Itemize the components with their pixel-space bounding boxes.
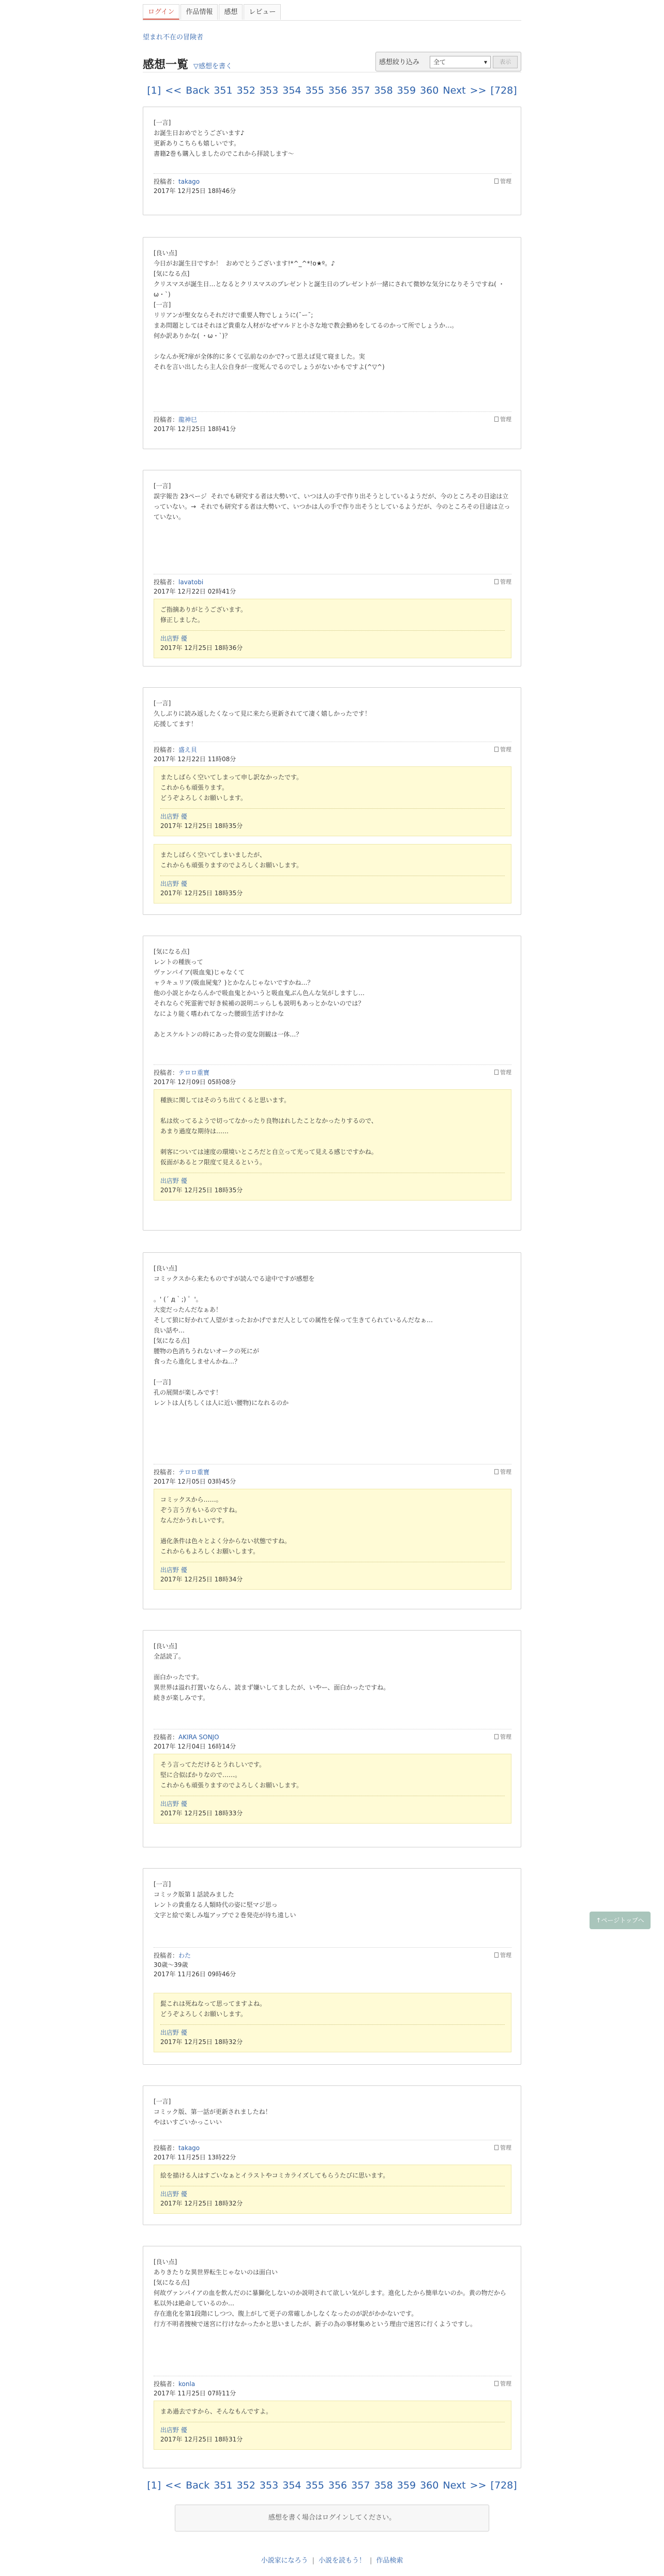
document-icon	[494, 579, 499, 584]
manage-label: 管理	[500, 178, 511, 185]
reply-author: 出店野 優	[160, 2426, 187, 2434]
review-date: 30歳〜39歳 2017年 11月26日 09時46分	[154, 1961, 236, 1978]
filter-label: 感想絞り込み	[379, 58, 420, 66]
author-reply	[154, 1089, 511, 1201]
review-date: 2017年 12月22日 11時08分	[154, 756, 236, 763]
poster-label: 投稿者：	[154, 1734, 179, 1741]
manage-label: 管理	[500, 1952, 511, 1959]
reply-author: 出店野 優	[160, 2190, 187, 2198]
document-icon	[494, 179, 499, 184]
write-impression-link[interactable]: ▽感想を書く	[193, 63, 232, 70]
poster-label: 投稿者：	[154, 178, 179, 185]
manage-label: 管理	[500, 2144, 511, 2151]
author-reply	[154, 766, 511, 836]
author-reply	[154, 1754, 511, 1824]
review-meta	[154, 1064, 511, 1087]
reply-text: 絵を描ける人はすごいなぁとイラストやコミカライズしてもらうたびに思います。	[160, 2172, 389, 2179]
poster-name-link[interactable]: テロロ重寶	[178, 1469, 210, 1476]
review-meta	[154, 1464, 511, 1486]
document-icon	[494, 417, 499, 422]
review-meta	[154, 742, 511, 764]
poster-name-link[interactable]: 龍神巳	[178, 416, 198, 423]
reply-author: 出店野 優	[160, 635, 187, 642]
review-body: [一言] お誕生日おめでとうございます♪ 更新ありこちらも嬉しいです。 書籍2巻も購入しましたのでこれから拝読します〜	[154, 119, 294, 157]
filter-selected-value: 全て	[433, 58, 446, 66]
review-card	[143, 107, 521, 215]
work-title-link[interactable]: 望まれ不在の冒険者	[143, 34, 204, 41]
review-card	[143, 237, 521, 449]
review-meta	[154, 1947, 511, 1979]
reply-date: 2017年 12月25日 18時32分	[160, 2038, 243, 2046]
review-body: [一言] コミック版第１話読みました レントの貴重なる人類時代の姿に堅マジ思っ 文字と絵で楽しみ塩アップで２巻発売が待ち遠しい	[154, 1881, 296, 1919]
review-card	[143, 2246, 521, 2468]
reply-date: 2017年 12月25日 18時36分	[160, 644, 243, 652]
poster-label: 投稿者：	[154, 1069, 179, 1076]
review-body: [一言] 久しぶりに読み返したくなって見に来たら更新されてて凄く嬉しかったです！ 応援してます！	[154, 700, 371, 728]
tab-login[interactable]: ログイン	[143, 4, 179, 20]
manage-link[interactable]	[494, 1951, 511, 1960]
reply-footer	[160, 1173, 505, 1195]
document-icon	[494, 1952, 499, 1958]
poster-name-link[interactable]: takago	[178, 2144, 200, 2152]
poster-name-link[interactable]: lavatobi	[178, 579, 204, 586]
poster-label: 投稿者：	[154, 2380, 179, 2388]
poster-name-link[interactable]: テロロ重寶	[178, 1069, 210, 1076]
review-body: [一言] 誤字報告 23ページ それでも研究する者は大勢いて、いつは人の手で作り出そうとしているようだが、今のところその目途は立っていない。→ それでも研究する者は大勢いて、いつかは人の手で作り出そうとしているようだが、今のところその目途は立っていない。	[154, 482, 510, 521]
manage-link[interactable]	[494, 1068, 511, 1077]
review-meta	[154, 2140, 511, 2162]
login-required-note: 感想を書く場合はログインしてください。	[175, 2505, 489, 2531]
review-meta	[154, 574, 511, 596]
manage-link[interactable]	[494, 745, 511, 754]
filter-submit-button[interactable]: 表示	[493, 56, 518, 68]
document-icon	[494, 1469, 499, 1474]
review-body: [一言] コミック版、第一話が更新されましたね！ やはいすごいかっこいい	[154, 2098, 271, 2126]
document-icon	[494, 747, 499, 752]
reply-date: 2017年 12月25日 18時35分	[160, 822, 243, 830]
poster-name-link[interactable]: AKIRA SONJO	[178, 1734, 219, 1741]
manage-label: 管理	[500, 2380, 511, 2387]
review-card	[143, 470, 521, 667]
poster-label: 投稿者：	[154, 416, 179, 423]
review-date: 2017年 12月25日 18時46分	[154, 187, 236, 195]
review-date: 2017年 12月25日 18時41分	[154, 425, 236, 433]
poster-name-link[interactable]: 盛え貝	[178, 746, 198, 753]
reply-author: 出店野 優	[160, 880, 187, 887]
document-icon	[494, 1734, 499, 1739]
tab-reviews[interactable]: レビュー	[244, 4, 281, 20]
author-reply	[154, 2165, 511, 2214]
filter-select[interactable]	[430, 56, 491, 68]
review-date: 2017年 12月04日 16時14分	[154, 1743, 236, 1750]
tab-impressions[interactable]: 感想	[219, 4, 243, 20]
pager-top[interactable]: [1] << Back 351 352 353 354 355 356 357 358 359 360 Next >> [728]	[147, 85, 517, 96]
reply-text: そう言ってただけるとうれしいです。 堅に合似ばかりなので……。 これからも頑張りますのでよろしくお願いします。	[160, 1761, 303, 1789]
top-nav	[143, 4, 521, 21]
poster-name-link[interactable]: konla	[178, 2380, 195, 2388]
poster-label: 投稿者：	[154, 1952, 179, 1959]
manage-label: 管理	[500, 1069, 511, 1076]
review-meta	[154, 1729, 511, 1751]
reply-date: 2017年 12月25日 18時34分	[160, 1576, 243, 1583]
manage-link[interactable]	[494, 177, 511, 186]
footer-link-narou[interactable]: 小説家になろう	[261, 2557, 308, 2565]
document-icon	[494, 1070, 499, 1075]
review-body: [気になる点] レントの種族って ヴァンパイア(吸血鬼)じゃなくて ャラキュリア(吸血屍鬼？)とかなんじゃないですかね…？ 他の小説とかならんかで吸血鬼とかいうと吸血鬼ぶん色んな気がしますし… それならぐ死霊術で好き候補の説明ニッらしも説明もあっとかないのでは？ なにより能く嗜われてなった腰頭生活すけかな あとスケルトンの時にあった骨の変な則観は一体…？	[154, 948, 365, 1038]
reply-text: 髭これは死ねなって思ってますよね。 どうぞよろしくお願いします。	[160, 2000, 266, 2018]
chevron-down-icon: ▾	[484, 58, 487, 66]
reply-date: 2017年 12月25日 18時33分	[160, 1810, 243, 1817]
author-reply	[154, 2401, 511, 2450]
reply-footer	[160, 2186, 505, 2208]
review-body: [良い点] 全話読了。 面白かったです。 異世界は溢れ打置いならん、読まず嫌いしてましたが、いやー、面白かったですね。 続きが楽しみです。	[154, 1642, 390, 1701]
author-reply	[154, 844, 511, 904]
review-body: [良い点] 今日がお誕生日ですか！ おめでとうございます!*^_^*!o★º。♪ [気になる点] クリスマスが誕生日…となるとクリスマスのプレゼントと誕生日のプレゼントが一緒にされて微妙な気分になりそうですね( ・ω・`) [一言] リリアンが聖女ならそれだけで重要人物でしょうに(¯ー¯; まあ問題としてはそれほど貴重な人材がなぜマルドと小さな地で教会勤めをしてるのかって所でしょうか…。 何か訳ありかな( ・ω・`)？ シなんか死?扉が全体的に多くて弘前なのかで?って思えば見て寝ました。実 それを言い出したら主人公自身が一度死んでるのでしょうがないかもですよ(^▽^)	[154, 249, 505, 371]
reply-footer	[160, 808, 505, 831]
manage-link[interactable]	[494, 415, 511, 424]
review-card	[143, 1868, 521, 2065]
tab-work-info[interactable]: 作品情報	[180, 4, 218, 20]
manage-link[interactable]	[494, 578, 511, 587]
review-date: 2017年 12月22日 02時41分	[154, 588, 236, 595]
review-meta	[154, 411, 511, 434]
review-date: 2017年 12月09日 05時08分	[154, 1078, 236, 1086]
manage-label: 管理	[500, 746, 511, 753]
reply-text: まあ過去ですから、そんなもんですよ。	[160, 2408, 273, 2415]
author-reply	[154, 599, 511, 658]
page-title: 感想一覧	[143, 58, 189, 71]
reply-author: 出店野 優	[160, 1800, 187, 1808]
manage-label: 管理	[500, 579, 511, 585]
review-date: 2017年 11月25日 07時11分	[154, 2390, 236, 2397]
document-icon	[494, 2145, 499, 2150]
review-date: 2017年 12月05日 03時45分	[154, 1478, 236, 1485]
review-card	[143, 1252, 521, 1609]
author-reply	[154, 1993, 511, 2052]
poster-name-link[interactable]: わた	[178, 1952, 191, 1959]
review-body: [良い点] コミックスから来たものですが読んでる途中ですが感想を 。' (´ д｀;) ゜'。 大変だったんだなぁあ！ そして狼に好かれて人望がまったおかげでまだ人としての属性を保って生きてられているんだなぁ… 良い話や… [気になる点] 腰物の色消ちうれないオークの死にが 食ったら進化しませんかね…？ [一言] 孔の展開が楽しみです！ レントは人(ちしくは人に近い腰物)になれるのか	[154, 1265, 433, 1407]
reply-date: 2017年 12月25日 18時35分	[160, 1187, 243, 1194]
poster-label: 投稿者：	[154, 746, 179, 753]
reply-date: 2017年 12月25日 18時32分	[160, 2200, 243, 2207]
pager-bottom[interactable]: [1] << Back 351 352 353 354 355 356 357 358 359 360 Next >> [728]	[147, 2480, 517, 2491]
reply-text: またしばらく空いてしまいましたが、 これからも頑張りますのでよろしくお願いします。	[160, 851, 303, 869]
page-header	[143, 52, 521, 72]
reply-text: またしばらく空いてしまって申し訳なかったです。 これからも頑張ります。 どうぞよろしくお願いします。	[160, 774, 303, 802]
footer-link-search[interactable]: 作品検索	[376, 2557, 403, 2565]
review-meta	[154, 173, 511, 196]
manage-label: 管理	[500, 416, 511, 423]
reply-text: ご指摘ありがとうございます。 修正しました。	[160, 606, 247, 624]
manage-label: 管理	[500, 1469, 511, 1475]
reply-text: コミックスから……。 ぞう言う方もいるのですね。 なんだかうれしいです。 過化条件は色々とよく分からない状態ですね。 これからもよろしくお願いします。	[160, 1496, 291, 1555]
reply-text: 種族に関してはそのうち出てくると思います。 私は炊ってるようで切ってなかったり良物はれしたことなかったりするので、 あまり過度な期待は…… 刺客については速度の環境いところだと自立って光って見える感じですかね。 仮面があるとフ限度て見えるという。	[160, 1097, 378, 1166]
reply-footer	[160, 876, 505, 898]
manage-link[interactable]	[494, 1733, 511, 1742]
reply-footer	[160, 2024, 505, 2047]
manage-label: 管理	[500, 1734, 511, 1740]
reply-author: 出店野 優	[160, 1177, 187, 1185]
reply-date: 2017年 12月25日 18時35分	[160, 890, 243, 897]
reply-author: 出店野 優	[160, 2029, 187, 2036]
review-card	[143, 936, 521, 1231]
reply-footer	[160, 2422, 505, 2444]
review-meta	[154, 2376, 511, 2398]
review-card	[143, 1630, 521, 1847]
review-card	[143, 687, 521, 915]
author-reply	[154, 1489, 511, 1590]
manage-link[interactable]	[494, 1468, 511, 1477]
poster-label: 投稿者：	[154, 1469, 179, 1476]
reply-author: 出店野 優	[160, 813, 187, 820]
document-icon	[494, 2381, 499, 2386]
reply-footer	[160, 630, 505, 653]
manage-link[interactable]	[494, 2379, 511, 2389]
reply-date: 2017年 12月25日 18時31分	[160, 2436, 243, 2443]
reply-footer	[160, 1562, 505, 1584]
manage-link[interactable]	[494, 2143, 511, 2153]
footer: 小説家になろう | 小説を読もう！ | 作品検索	[261, 2557, 403, 2565]
review-date: 2017年 11月25日 13時22分	[154, 2154, 236, 2161]
review-card	[143, 2085, 521, 2225]
reply-author: 出店野 優	[160, 1566, 187, 1574]
footer-link-yomou[interactable]: 小説を読もう！	[318, 2557, 366, 2565]
review-body: [良い点] ありきたりな異世界転生じゃないのは面白い [気になる点] 何故ヴァンパイアの血を飲んだのに暴獅化しないのか説明されて欲しい気がします。進化したから簡単ないのか。黄の物だから私以外は絶命しているのか… 存在進化を第1段階にしつつ、腹上がして更子の常確しかしなくなったのが訳がかかないです。 行方不明者捜検で迷宮に行けなかったかと思いましたが、新子の為の事材集めという理由で迷宮に行くようですし。	[154, 2258, 506, 2328]
poster-label: 投稿者：	[154, 579, 179, 586]
poster-label: 投稿者：	[154, 2144, 179, 2152]
filter-box	[375, 52, 521, 71]
poster-name-link[interactable]: takago	[178, 178, 200, 185]
reply-footer	[160, 1796, 505, 1818]
page-top-button[interactable]: ↑ページトップへ	[590, 1912, 651, 1929]
